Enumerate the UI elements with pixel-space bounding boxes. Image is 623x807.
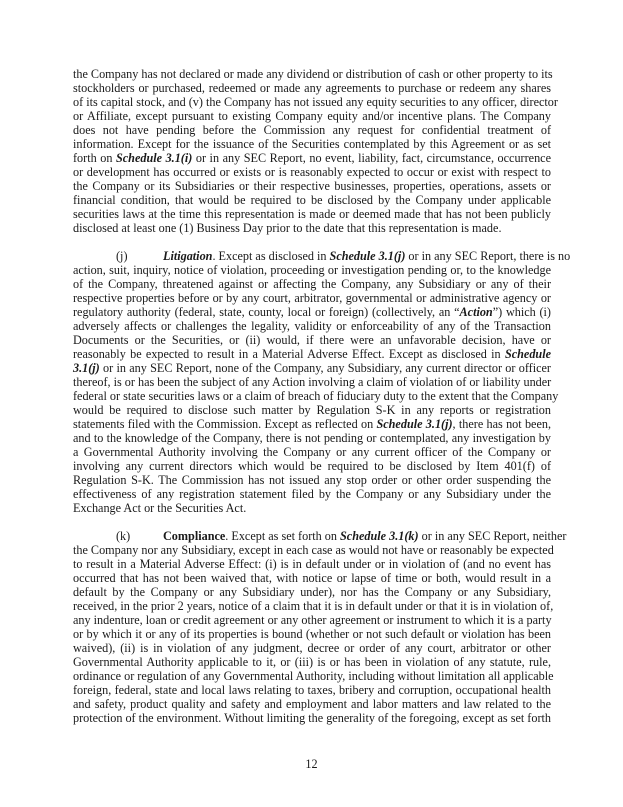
text-run: regulatory authority (federal, state, county, local or foreign) (collectively, an “	[73, 305, 460, 319]
text-line: a Governmental Authority involving the Company or any current officer of the Company or	[73, 445, 551, 459]
text-line: involving any current directors which would be required to be disclosed by Item 401(f) of	[73, 459, 551, 473]
section-heading: Compliance	[163, 529, 226, 543]
text-line: Exchange Act or the Securities Act.	[73, 501, 247, 515]
section-label: (k)	[116, 529, 131, 543]
schedule-reference: Schedule	[504, 347, 551, 361]
text-line: thereof, is or has been the subject of any Action involving a claim of violation of or liability under	[73, 375, 552, 389]
document-body	[73, 67, 571, 725]
text-run: or in any SEC Report, there is no	[405, 249, 571, 263]
section-label: (j)	[116, 249, 128, 263]
text-line: received, in the prior 2 years, notice of a claim that it is in default under or that it is in violation of,	[73, 599, 554, 613]
text-run: or in any SEC Report, no event, liability, fact, circumstance, occurrence	[192, 151, 551, 165]
page-number: 12	[305, 757, 318, 771]
schedule-reference: Schedule 3.1(k)	[340, 529, 419, 543]
text-line	[73, 151, 551, 165]
text-line: does not have pending before the Commission any request for confidential treatment of	[73, 123, 551, 137]
text-line: information. Except for the issuance of the Securities contemplated by this Agreement or as set	[73, 137, 551, 151]
text-line: and to the knowledge of the Company, there is not pending or contemplated, any investigation by	[73, 431, 551, 445]
text-line	[73, 417, 551, 431]
schedule-reference: Schedule 3.1(j)	[376, 417, 453, 431]
text-line: of its capital stock, and (v) the Company has not issued any equity securities to any officer, director	[73, 95, 558, 109]
text-run: or in any SEC Report, none of the Company, any Subsidiary, any current director or officer	[99, 361, 551, 375]
text-line: or by which it or any of its properties is bound (whether or not such default or violation has been	[73, 627, 551, 641]
defined-term: Action	[459, 305, 493, 319]
text-line: or Affiliate, except pursuant to existing Company equity and/or incentive plans. The Company	[73, 109, 551, 123]
schedule-reference: 3.1(j)	[73, 361, 100, 375]
text-line: disclosed at least one (1) Business Day prior to the date that this representation is made.	[73, 221, 502, 235]
text-line: stockholders or purchased, redeemed or made any agreements to purchase or redeem any shares	[73, 81, 551, 95]
text-line: financial condition, that would be required to be disclosed by the Company under applicable	[73, 193, 551, 207]
text-line	[73, 361, 551, 375]
text-line: effectiveness of any registration statement filed by the Company or any Subsidiary under the	[73, 487, 551, 501]
text-run: . Except as disclosed in	[212, 249, 330, 263]
text-line: Governmental Authority applicable to it, or (iii) is or has been in violation of any statute, rule,	[73, 655, 551, 669]
text-run: ”) which (i)	[492, 305, 551, 319]
text-line: the Company or its Subsidiaries or their respective businesses, properties, operations, assets or	[73, 179, 551, 193]
text-run: reasonably be expected to result in a Material Adverse Effect. Except as disclosed in	[73, 347, 505, 361]
section-k-first-line	[73, 529, 567, 543]
text-run: . Except as set forth on	[225, 529, 341, 543]
text-line: or development has occurred or exists or is reasonably expected to occur or exist with respect to	[73, 165, 551, 179]
text-line: respective properties before or by any court, arbitrator, governmental or administrative agency or	[73, 291, 551, 305]
text-line: waived), (ii) is in violation of any judgment, decree or order of any court, arbitrator or other	[73, 641, 551, 655]
schedule-reference: Schedule 3.1(j)	[329, 249, 406, 263]
text-line: Regulation S-K. The Commission has not issued any stop order or other order suspending the	[73, 473, 551, 487]
text-line: occurred that has not been waived that, with notice or lapse of time or both, would result in a	[73, 571, 551, 585]
text-line: the Company has not declared or made any dividend or distribution of cash or other property to its	[73, 67, 553, 81]
text-line: ordinance or regulation of any Governmental Authority, including without limitation all applicable	[73, 669, 554, 683]
text-line: would be required to disclose such matter by Regulation S-K in any reports or registration	[73, 403, 551, 417]
text-line: the Company nor any Subsidiary, except in each case as would not have or reasonably be expected	[73, 543, 554, 557]
section-heading: Litigation	[163, 249, 213, 263]
text-run: forth on	[73, 151, 116, 165]
text-line: adversely affects or challenges the legality, validity or enforceability of any of the Transaction	[73, 319, 551, 333]
text-line: to result in a Material Adverse Effect: (i) is in default under or in violation of (and no event has	[73, 557, 551, 571]
text-line	[73, 347, 551, 361]
text-run: or in any SEC Report, neither	[418, 529, 567, 543]
schedule-reference: Schedule 3.1(i)	[115, 151, 193, 165]
text-line: action, suit, inquiry, notice of violation, proceeding or investigation pending or, to the knowledge	[73, 263, 551, 277]
text-line: securities laws at the time this representation is made or deemed made that has not been publicly	[73, 207, 551, 221]
text-line: any indenture, loan or credit agreement or any other agreement or instrument to which it is a party	[73, 613, 552, 627]
text-line: protection of the environment. Without limiting the generality of the foregoing, except as set forth	[73, 711, 551, 725]
text-run: , there has not been,	[452, 417, 552, 431]
text-line	[73, 305, 551, 319]
text-run: statements filed with the Commission. Except as reflected on	[73, 417, 377, 431]
section-j-first-line	[73, 249, 571, 263]
text-line: federal or state securities laws or a claim of breach of fiduciary duty to the extent that the Company	[73, 389, 559, 403]
text-line: Documents or the Securities, or (ii) would, if there were an unfavorable decision, have or	[73, 333, 551, 347]
text-line: foreign, federal, state and local laws relating to taxes, bribery and corruption, occupational health	[73, 683, 551, 697]
text-line: default by the Company or any Subsidiary under), nor has the Company or any Subsidiary,	[73, 585, 551, 599]
paragraph-gap	[73, 515, 551, 529]
text-line: and safety, product quality and safety and employment and labor matters and law related to the	[73, 697, 551, 711]
paragraph-gap	[73, 235, 551, 249]
text-line: of the Company, threatened against or affecting the Company, any Subsidiary or any of their	[73, 277, 551, 291]
